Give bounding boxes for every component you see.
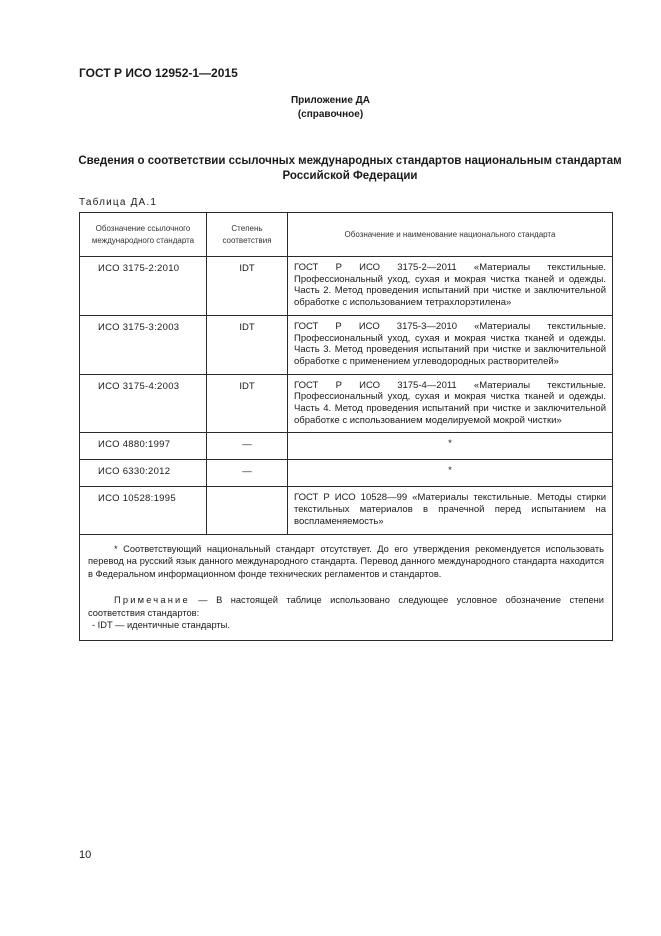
header-degree <box>207 213 288 257</box>
table-row <box>80 460 613 487</box>
footnote: * Соответствующий национальный стандарт отсутствует. До его утверждения рекомендуется использовать перевод на русский язык данного международного стандарта. Перевод данного международного стандарта находится в Федеральном информационном фонде технических регламентов и стандартов. <box>88 543 604 579</box>
cell-degree: — <box>207 433 288 460</box>
section-title-line1: Сведения о соответствии ссылочных международных стандартов национальным стандартам <box>78 155 622 167</box>
table-row <box>80 487 613 534</box>
cell-degree: — <box>207 460 288 487</box>
cell-national: ГОСТ Р ИСО 3175-2—2011 «Материалы текстильные. Профессиональный уход, сухая и мокрая чистка тканей и одежды. Часть 2. Метод проведения испытаний при чистке и заключительной обработке с использованием тетрахлорэтилена» <box>288 257 613 316</box>
table-caption: Таблица ДА.1 <box>79 197 158 208</box>
note-label: Примечание <box>114 595 190 606</box>
table-footer <box>80 534 613 640</box>
table-header-row <box>80 213 613 257</box>
cell-national: ГОСТ Р ИСО 10528—99 «Материалы текстильные. Методы стирки текстильных материалов в прачечной перед испытанием на воспламеняемость» <box>288 487 613 534</box>
cell-degree: IDT <box>207 315 288 374</box>
document-code: ГОСТ Р ИСО 12952-1—2015 <box>79 66 238 80</box>
correspondence-table <box>79 212 613 641</box>
appendix-title: Приложение ДА <box>290 95 371 106</box>
cell-national: ГОСТ Р ИСО 3175-4—2011 «Материалы текстильные. Профессиональный уход, сухая и мокрая чистка тканей и одежды. Часть 4. Метод проведения испытаний при чистке и заключительной обработке с использованием моделируемой мокрой чистки» <box>288 374 613 433</box>
note <box>88 594 604 619</box>
cell-national: * <box>288 433 613 460</box>
cell-degree <box>207 487 288 534</box>
header-degree-line1: Степень <box>231 223 263 233</box>
cell-iso: ИСО 3175-3:2003 <box>80 315 207 374</box>
table-row <box>80 433 613 460</box>
table-footer-row <box>80 534 613 640</box>
header-degree-line2: соответствия <box>222 235 272 245</box>
appendix-subtitle: (справочное) <box>297 109 364 120</box>
cell-iso: ИСО 4880:1997 <box>80 433 207 460</box>
section-title-line2: Российской Федерации <box>282 170 418 182</box>
table-row <box>80 315 613 374</box>
header-iso-line2: международного стандарта <box>91 235 195 245</box>
cell-iso: ИСО 6330:2012 <box>80 460 207 487</box>
section-title <box>60 154 640 184</box>
cell-iso: ИСО 3175-4:2003 <box>80 374 207 433</box>
cell-iso: ИСО 10528:1995 <box>80 487 207 534</box>
cell-national: ГОСТ Р ИСО 3175-3—2010 «Материалы текстильные. Профессиональный уход, сухая и мокрая чистка тканей и одежды. Часть 3. Метод проведения испытаний при чистке и заключительной обработке с применением углеводородных растворителей» <box>288 315 613 374</box>
cell-national: * <box>288 460 613 487</box>
page-number: 10 <box>79 849 92 861</box>
header-iso-line1: Обозначение ссылочного <box>95 223 191 233</box>
table-row <box>80 374 613 433</box>
cell-degree: IDT <box>207 374 288 433</box>
note-item: - IDT — идентичные стандарты. <box>92 620 230 631</box>
header-iso <box>80 213 207 257</box>
cell-degree: IDT <box>207 257 288 316</box>
cell-iso: ИСО 3175-2:2010 <box>80 257 207 316</box>
table-row <box>80 257 613 316</box>
header-national: Обозначение и наименование национального стандарта <box>288 213 613 257</box>
note-text: — В настоящей таблице использовано следующее условное обозначение степени соответствия стандартов: <box>88 595 604 618</box>
